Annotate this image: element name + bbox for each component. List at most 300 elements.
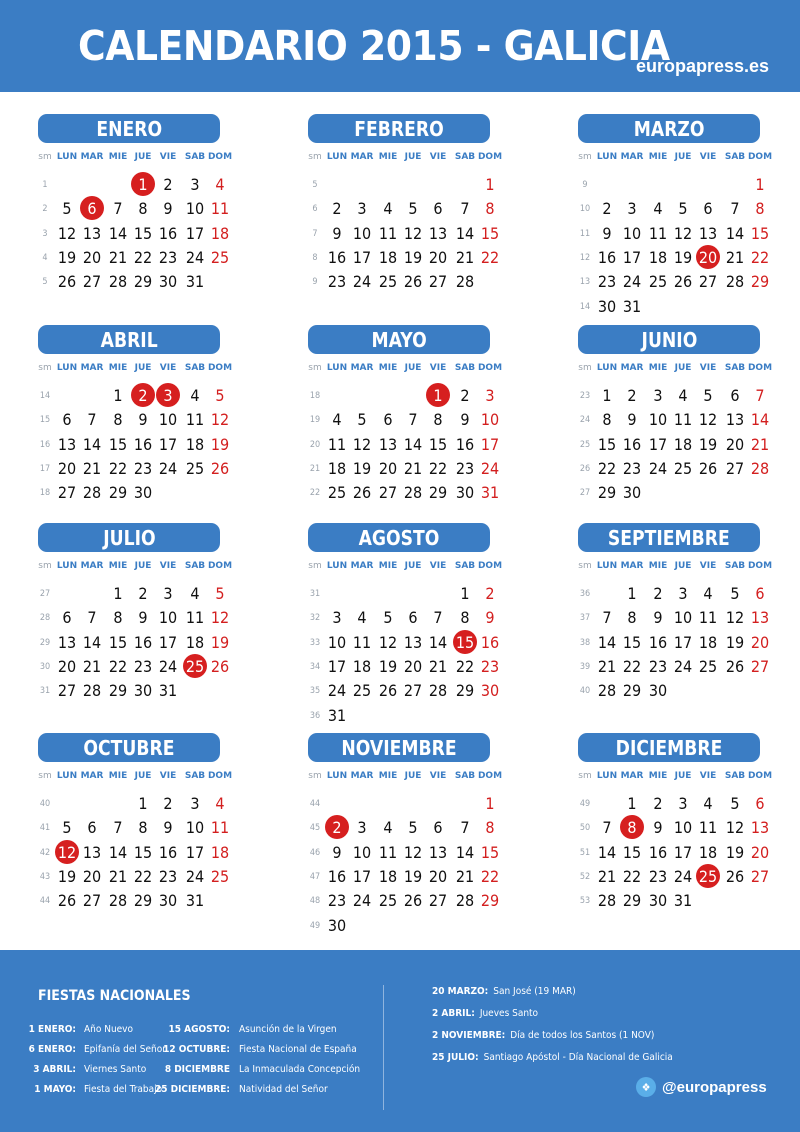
calendar-day: 19 <box>57 247 77 267</box>
calendar-day: 20 <box>57 656 77 676</box>
calendar-day: 11 <box>185 608 205 628</box>
calendar-day: 10 <box>185 199 205 219</box>
month-title: DICIEMBRE <box>578 733 760 762</box>
calendar-day: 6 <box>755 584 765 603</box>
calendar-day: 14 <box>108 223 128 243</box>
week-number: 13 <box>579 277 591 288</box>
calendar-day: 24 <box>185 247 205 267</box>
month-title: ABRIL <box>38 325 220 354</box>
calendar-day: 19 <box>403 866 423 886</box>
month-title: OCTUBRE <box>38 733 220 762</box>
week-row <box>578 173 800 197</box>
weekday-label: MAR <box>350 152 374 162</box>
calendar-day: 18 <box>352 656 372 676</box>
weekday-label: MIE <box>648 363 668 373</box>
week-row <box>308 222 548 246</box>
weekday-label: VIE <box>159 561 177 571</box>
week-number: 6 <box>312 204 318 215</box>
weekday-label: DOM <box>207 561 233 571</box>
calendar-day: 22 <box>133 866 153 886</box>
week-row <box>38 222 278 246</box>
calendar-day: 7 <box>87 608 97 628</box>
calendar-day: 4 <box>215 175 225 194</box>
weekday-label: LUN <box>326 561 348 571</box>
week-number: 45 <box>309 823 321 834</box>
calendar-day: 20 <box>403 656 423 676</box>
calendar-day: 4 <box>678 386 688 405</box>
weekday-label: SAB <box>454 771 476 781</box>
calendar-day: 18 <box>698 842 718 862</box>
calendar-day: 5 <box>215 386 225 405</box>
calendar-day: 9 <box>460 410 470 430</box>
week-number: 49 <box>579 799 591 809</box>
calendar-day: 2 <box>163 175 173 194</box>
holiday-name: Día de todos los Santos (1 NOV) <box>510 1030 655 1041</box>
calendar-day: 22 <box>133 247 153 267</box>
holiday-date: 1 MAYO: <box>34 1084 76 1095</box>
weekday-label: JUE <box>674 152 692 162</box>
calendar-day: 6 <box>383 410 393 430</box>
calendar-day: 25 <box>327 483 347 503</box>
week-row <box>38 582 278 606</box>
weekday-label: VIE <box>699 561 717 571</box>
calendar-day: 31 <box>158 681 178 701</box>
calendar-day: 21 <box>455 866 475 886</box>
weekday-label: MIE <box>108 152 128 162</box>
calendar-day: 7 <box>460 199 470 219</box>
calendar-day: 21 <box>597 866 617 886</box>
month-5 <box>578 325 800 525</box>
week-row <box>308 173 548 197</box>
holidays-footer <box>0 950 800 1132</box>
weekday-label: DOM <box>207 771 233 781</box>
calendar-day: 15 <box>428 434 448 454</box>
calendar-day: 11 <box>327 434 347 454</box>
holiday-name: Fiesta Nacional de España <box>239 1044 357 1055</box>
calendar-day: 10 <box>185 818 205 838</box>
calendar-day: 5 <box>408 818 418 838</box>
holiday-date: 2 ABRIL: <box>432 1008 475 1019</box>
calendar-day: 30 <box>480 681 500 701</box>
calendar-day: 7 <box>433 608 443 628</box>
week-row <box>38 408 278 432</box>
calendar-day: 18 <box>378 247 398 267</box>
holiday-name: Epifanía del Señor <box>84 1044 166 1055</box>
calendar-day: 31 <box>480 483 500 503</box>
weekday-label: LUN <box>56 152 78 162</box>
calendar-day: 3 <box>678 584 688 603</box>
calendar-day: 3 <box>190 175 200 194</box>
calendar-day: 12 <box>725 818 745 838</box>
weekday-label: MIE <box>108 363 128 373</box>
weekday-label: SAB <box>184 561 206 571</box>
calendar-day: 16 <box>327 247 347 267</box>
week-number: 17 <box>39 463 51 474</box>
calendar-day: 11 <box>673 410 693 430</box>
week-number: 18 <box>309 391 321 401</box>
calendar-day: 29 <box>108 681 128 701</box>
week-row <box>578 865 800 889</box>
calendar-day: 9 <box>163 199 173 219</box>
month-9 <box>38 733 278 933</box>
calendar-day: 30 <box>133 483 153 503</box>
regional-holiday <box>432 1030 654 1041</box>
calendar-day: 10 <box>327 632 347 652</box>
calendar-day: 2 <box>332 199 342 219</box>
calendar-day: 28 <box>108 891 128 911</box>
calendar-day: 24 <box>185 866 205 886</box>
calendar-day: 12 <box>698 410 718 430</box>
calendar-day: 22 <box>108 458 128 478</box>
weekday-label: LUN <box>56 561 78 571</box>
calendar-day: 26 <box>352 483 372 503</box>
holiday-name: Jueves Santo <box>479 1008 539 1019</box>
week-number: 50 <box>579 823 591 834</box>
calendar-day: 3 <box>485 386 495 405</box>
calendar-day: 2 <box>627 386 637 405</box>
calendar-day: 26 <box>403 891 423 911</box>
holiday-date: 6 ENERO: <box>28 1044 76 1055</box>
calendar-day: 27 <box>57 681 77 701</box>
calendar-day: 23 <box>158 247 178 267</box>
calendar-day: 7 <box>602 818 612 838</box>
calendar-day: 27 <box>82 891 102 911</box>
weekday-label: LUN <box>326 152 348 162</box>
calendar-day: 16 <box>455 434 475 454</box>
calendar-day: 3 <box>332 608 342 628</box>
calendar-day: 14 <box>82 632 102 652</box>
calendar-day: 16 <box>622 434 642 454</box>
week-number: 40 <box>579 686 591 697</box>
weekday-label: VIE <box>699 771 717 781</box>
weekday-label: DOM <box>747 152 773 162</box>
calendar-day: 16 <box>480 632 500 652</box>
calendar-day: 25 <box>352 681 372 701</box>
calendar-day: 11 <box>698 818 718 838</box>
weekday-label: MAR <box>350 561 374 571</box>
weekday-label: MIE <box>378 561 398 571</box>
calendar-day: 22 <box>622 656 642 676</box>
calendar-day: 12 <box>673 223 693 243</box>
weekday-label: JUE <box>674 771 692 781</box>
calendar-day: 5 <box>383 608 393 628</box>
week-number: 42 <box>39 847 51 858</box>
weekday-label: MAR <box>80 152 104 162</box>
calendar-day: 2 <box>485 584 495 603</box>
calendar-day: 30 <box>158 891 178 911</box>
week-row <box>38 631 278 655</box>
week-number: 31 <box>39 686 51 697</box>
week-number: 53 <box>579 896 591 907</box>
weekday-label: MAR <box>620 771 644 781</box>
calendar-day: 27 <box>378 483 398 503</box>
calendar-day: 26 <box>403 272 423 292</box>
week-number: 39 <box>579 661 591 672</box>
calendar-day: 13 <box>57 434 77 454</box>
month-2 <box>578 114 800 314</box>
calendar-day: 4 <box>215 794 225 813</box>
calendar-day: 6 <box>703 199 713 219</box>
calendar-day: 6 <box>62 410 72 430</box>
calendar-day: 4 <box>190 386 200 405</box>
calendar-day: 15 <box>622 842 642 862</box>
calendar-day: 17 <box>673 632 693 652</box>
calendar-day: 15 <box>108 632 128 652</box>
calendar-day: 4 <box>190 584 200 603</box>
calendar-day: 29 <box>428 483 448 503</box>
calendar-day: 8 <box>485 818 495 838</box>
week-row <box>308 914 548 938</box>
weekday-label: LUN <box>56 363 78 373</box>
weekday-label: JUE <box>404 152 422 162</box>
calendar-day: 23 <box>480 656 500 676</box>
calendar-day: 5 <box>678 199 688 219</box>
calendar-day: 15 <box>480 223 500 243</box>
regional-holiday <box>432 1008 538 1019</box>
calendar-day: 10 <box>158 608 178 628</box>
calendar-day: 23 <box>133 458 153 478</box>
calendar-day: 30 <box>455 483 475 503</box>
holiday-day: 3 <box>155 384 181 408</box>
week-row <box>308 606 548 630</box>
calendar-day: 17 <box>185 223 205 243</box>
weekday-label: DOM <box>207 363 233 373</box>
calendar-day: 20 <box>428 247 448 267</box>
weekday-label: MIE <box>378 152 398 162</box>
week-row <box>578 679 800 703</box>
calendar-day: 31 <box>185 891 205 911</box>
holiday-date: 20 MARZO: <box>432 986 489 997</box>
fiestas-title: FIESTAS NACIONALES <box>38 988 191 1004</box>
calendar-day: 18 <box>327 458 347 478</box>
calendar-day: 2 <box>602 199 612 219</box>
calendar-day: 21 <box>108 247 128 267</box>
week-number-header: sm <box>308 363 322 373</box>
month-4 <box>308 325 548 525</box>
calendar-day: 24 <box>158 458 178 478</box>
holiday-name: Fiesta del Trabajo <box>84 1084 163 1095</box>
calendar-day: 19 <box>57 866 77 886</box>
calendar-day: 29 <box>750 272 770 292</box>
calendar-day: 3 <box>678 794 688 813</box>
calendar-day: 2 <box>163 794 173 813</box>
holiday-day: 1 <box>425 384 451 408</box>
calendar-day: 14 <box>403 434 423 454</box>
calendar-day: 29 <box>108 483 128 503</box>
calendar-day: 2 <box>653 794 663 813</box>
week-row <box>308 792 548 816</box>
calendar-day: 22 <box>750 247 770 267</box>
week-row <box>38 481 278 505</box>
twitter-bird-icon: ❖ <box>636 1077 656 1097</box>
calendar-day: 22 <box>597 458 617 478</box>
calendar-day: 31 <box>185 272 205 292</box>
holiday-day: 2 <box>324 816 350 840</box>
calendar-day: 6 <box>755 794 765 813</box>
month-title: SEPTIEMBRE <box>578 523 760 552</box>
holiday-name: San José (19 MAR) <box>493 986 576 997</box>
calendar-day: 13 <box>428 842 448 862</box>
week-row <box>578 631 800 655</box>
calendar-day: 5 <box>357 410 367 430</box>
week-row <box>578 481 800 505</box>
calendar-day: 22 <box>480 247 500 267</box>
calendar-day: 11 <box>698 608 718 628</box>
week-number: 27 <box>579 488 591 499</box>
calendar-day: 13 <box>403 632 423 652</box>
calendar-day: 16 <box>648 842 668 862</box>
calendar-day: 9 <box>163 818 173 838</box>
calendar-day: 12 <box>57 223 77 243</box>
calendar-day: 9 <box>627 410 637 430</box>
calendar-day: 11 <box>648 223 668 243</box>
weekday-label: LUN <box>596 363 618 373</box>
calendar-day: 12 <box>403 223 423 243</box>
holiday-date: 25 DICIEMBRE: <box>154 1084 230 1095</box>
week-number: 4 <box>42 252 48 263</box>
weekday-label: VIE <box>429 152 447 162</box>
weekday-label: VIE <box>429 363 447 373</box>
calendar-day: 1 <box>755 175 765 194</box>
calendar-day: 22 <box>622 866 642 886</box>
weekday-label: DOM <box>747 561 773 571</box>
calendar-day: 5 <box>730 794 740 813</box>
week-number: 44 <box>39 896 51 907</box>
calendar-day: 17 <box>158 632 178 652</box>
week-row <box>308 841 548 865</box>
week-row <box>578 582 800 606</box>
calendar-day: 25 <box>698 656 718 676</box>
calendar-day: 28 <box>428 681 448 701</box>
week-number: 44 <box>309 799 321 809</box>
calendar-day: 18 <box>185 632 205 652</box>
footer-divider <box>383 985 384 1110</box>
calendar-day: 16 <box>648 632 668 652</box>
weekday-label: MAR <box>350 363 374 373</box>
week-number: 5 <box>312 180 318 190</box>
weekday-label: LUN <box>326 363 348 373</box>
week-number: 31 <box>309 589 321 599</box>
weekday-label: JUE <box>134 561 152 571</box>
holiday-name: Natividad del Señor <box>239 1084 328 1095</box>
calendar-day: 7 <box>87 410 97 430</box>
week-number: 30 <box>39 661 51 672</box>
calendar-day: 25 <box>673 458 693 478</box>
weekday-label: SAB <box>454 363 476 373</box>
month-11 <box>578 733 800 933</box>
calendar-day: 25 <box>648 272 668 292</box>
week-number: 2 <box>42 204 48 215</box>
week-number: 3 <box>42 228 48 239</box>
calendar-day: 26 <box>673 272 693 292</box>
holiday-day: 8 <box>619 816 645 840</box>
week-row <box>308 433 548 457</box>
holiday-day: 6 <box>79 197 105 221</box>
week-number: 11 <box>579 228 591 239</box>
week-number: 43 <box>39 871 51 882</box>
calendar-day: 27 <box>428 891 448 911</box>
calendar-day: 30 <box>622 483 642 503</box>
holiday-name: Santiago Apóstol - Día Nacional de Galicia <box>483 1052 673 1063</box>
week-row <box>38 816 278 840</box>
holiday-day: 15 <box>452 631 478 655</box>
calendar-day: 8 <box>113 608 123 628</box>
week-number: 36 <box>309 710 321 721</box>
weekday-label: LUN <box>326 771 348 781</box>
week-number: 37 <box>579 613 591 624</box>
week-row <box>578 841 800 865</box>
calendar-day: 29 <box>597 483 617 503</box>
calendar-day: 11 <box>185 410 205 430</box>
calendar-day: 24 <box>352 891 372 911</box>
weekday-label: DOM <box>747 771 773 781</box>
calendar-day: 8 <box>602 410 612 430</box>
weekday-label: SAB <box>184 152 206 162</box>
calendar-day: 1 <box>627 584 637 603</box>
weekday-label: LUN <box>596 771 618 781</box>
calendar-day: 20 <box>750 842 770 862</box>
calendar-day: 18 <box>210 223 230 243</box>
calendar-day: 31 <box>622 296 642 316</box>
week-row <box>38 197 278 221</box>
weekday-label: MIE <box>378 771 398 781</box>
calendar-day: 18 <box>673 434 693 454</box>
calendar-day: 15 <box>133 842 153 862</box>
calendar-day: 7 <box>602 608 612 628</box>
month-6 <box>38 523 278 723</box>
calendar-day: 27 <box>403 681 423 701</box>
calendar-day: 24 <box>158 656 178 676</box>
calendar-day: 6 <box>87 818 97 838</box>
weekday-label: LUN <box>56 771 78 781</box>
calendar-day: 7 <box>113 818 123 838</box>
weekday-label: MIE <box>108 771 128 781</box>
week-number: 18 <box>39 488 51 499</box>
week-number: 19 <box>309 415 321 426</box>
calendar-day: 4 <box>357 608 367 628</box>
calendar-day: 8 <box>113 410 123 430</box>
week-row <box>578 384 800 408</box>
month-title: JULIO <box>38 523 220 552</box>
week-row <box>38 865 278 889</box>
week-number-header: sm <box>578 771 592 781</box>
calendar-day: 30 <box>597 296 617 316</box>
holiday-date: 15 AGOSTO: <box>168 1024 230 1035</box>
calendar-day: 17 <box>673 842 693 862</box>
week-row <box>38 173 278 197</box>
twitter-link[interactable] <box>636 1077 767 1097</box>
week-number: 34 <box>309 661 321 672</box>
week-row <box>38 433 278 457</box>
calendar-day: 9 <box>653 608 663 628</box>
calendar-day: 22 <box>428 458 448 478</box>
week-row <box>38 457 278 481</box>
calendar-day: 30 <box>133 681 153 701</box>
week-row <box>308 408 548 432</box>
month-8 <box>578 523 800 723</box>
weekday-label: SAB <box>724 363 746 373</box>
calendar-day: 26 <box>210 458 230 478</box>
week-row <box>308 865 548 889</box>
weekday-label: DOM <box>207 152 233 162</box>
calendar-day: 21 <box>403 458 423 478</box>
week-number: 33 <box>309 637 321 648</box>
calendar-day: 14 <box>455 842 475 862</box>
week-row <box>578 246 800 270</box>
calendar-day: 10 <box>352 223 372 243</box>
calendar-day: 27 <box>698 272 718 292</box>
week-row <box>578 889 800 913</box>
